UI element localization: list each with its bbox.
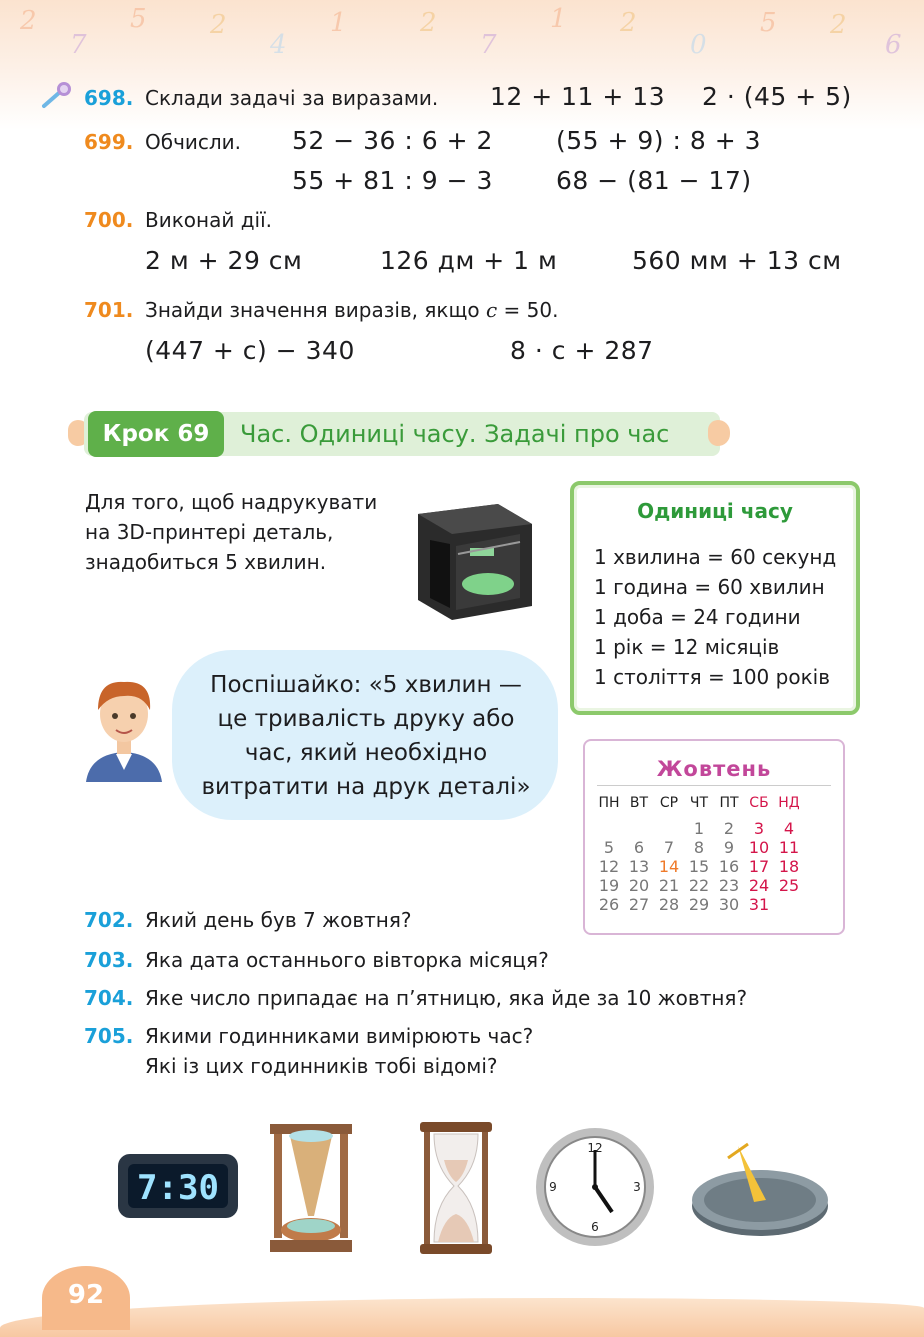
task-701-text: Знайди значення виразів, якщо c = 50. — [145, 298, 559, 322]
task-701-expression-2: 8 · c + 287 — [510, 336, 654, 365]
clock-numeral: 12 — [587, 1141, 603, 1155]
task-703-text: Яка дата останнього вівторка місяця? — [145, 948, 549, 972]
calendar-weekday: ВТ — [629, 795, 649, 811]
calendar-weekday: СР — [659, 795, 679, 811]
calendar-date: 10 — [748, 838, 770, 857]
task-700-expression-2: 126 дм + 1 м — [380, 246, 558, 275]
calendar-date: 19 — [598, 876, 620, 895]
calendar-date: 13 — [628, 857, 650, 876]
calendar-date: 9 — [723, 838, 735, 857]
task-698-expression-2: 2 · (45 + 5) — [702, 82, 852, 111]
task-704-text: Яке число припадає на п’ятницю, яка йде за 10 жовтня? — [145, 986, 748, 1010]
speech-line: витратити на друк деталі» — [201, 774, 531, 800]
calendar-date: 15 — [688, 857, 710, 876]
calendar-date: 26 — [598, 895, 620, 914]
task-699-number: 699. — [84, 130, 134, 154]
time-unit-line: 1 століття = 100 років — [594, 665, 830, 689]
calendar-date: 21 — [658, 876, 680, 895]
calendar-weekday: ПН — [598, 795, 620, 811]
calendar-date: 14 — [658, 857, 680, 876]
calendar-date: 27 — [628, 895, 650, 914]
task-705-number: 705. — [84, 1024, 134, 1048]
task-699-text: Обчисли. — [145, 130, 242, 154]
digital-clock — [116, 1152, 240, 1226]
task-705-text-1: Якими годинниками вимірюють час? — [145, 1024, 534, 1048]
task-699-expression-1: 52 − 36 : 6 + 2 — [292, 126, 493, 155]
water-clock — [266, 1120, 356, 1260]
task-700-number: 700. — [84, 208, 134, 232]
task-698-number: 698. — [84, 86, 134, 110]
calendar-weekday: СБ — [749, 795, 769, 811]
clock-numeral: 3 — [633, 1180, 641, 1194]
calendar-weekday: НД — [778, 795, 800, 811]
speech-text — [186, 668, 546, 804]
task-698-expression-1: 12 + 11 + 13 — [490, 82, 666, 111]
calendar-date: 23 — [718, 876, 740, 895]
calendar-date: 29 — [688, 895, 710, 914]
bottom-decor-band — [0, 1298, 924, 1337]
calendar-weekday: ЧТ — [689, 795, 709, 811]
calendar-date: 4 — [783, 819, 795, 838]
task-700-text: Виконай дії. — [145, 208, 273, 232]
sundial — [688, 1140, 832, 1244]
time-units-box — [570, 481, 860, 715]
task-704-number: 704. — [84, 986, 134, 1010]
task-699-expression-2: (55 + 9) : 8 + 3 — [556, 126, 762, 155]
calendar-date: 5 — [603, 838, 615, 857]
calendar-date: 30 — [718, 895, 740, 914]
intro-line-2: на 3D-принтері деталь, — [85, 520, 334, 544]
task-701-number: 701. — [84, 298, 134, 322]
intro-line-3: знадобиться 5 хвилин. — [85, 550, 327, 574]
task-698-text: Склади задачі за виразами. — [145, 86, 439, 110]
task-699-expression-3: 55 + 81 : 9 − 3 — [292, 166, 493, 195]
page-number: 92 — [42, 1266, 130, 1330]
calendar-date: 6 — [633, 838, 645, 857]
calendar-date: 20 — [628, 876, 650, 895]
task-700-expression-3: 560 мм + 13 см — [632, 246, 842, 275]
calendar — [583, 739, 845, 935]
calendar-date: 11 — [778, 838, 800, 857]
calendar-date: 18 — [778, 857, 800, 876]
time-unit-line: 1 доба = 24 години — [594, 605, 801, 629]
boy-avatar — [82, 670, 166, 786]
calendar-date: 3 — [753, 819, 765, 838]
clock-numeral: 6 — [591, 1220, 599, 1234]
hourglass — [418, 1120, 494, 1260]
calendar-date: 17 — [748, 857, 770, 876]
time-unit-line: 1 рік = 12 місяців — [594, 635, 780, 659]
wall-clock — [534, 1126, 656, 1252]
task-703-number: 703. — [84, 948, 134, 972]
calendar-date: 16 — [718, 857, 740, 876]
microphone-icon — [40, 80, 74, 114]
calendar-date: 2 — [723, 819, 735, 838]
step-title: Час. Одиниці часу. Задачі про час — [240, 420, 670, 448]
speech-line: час, який необхідно — [244, 740, 488, 766]
calendar-date: 8 — [693, 838, 705, 857]
step-label: Крок 69 — [88, 411, 224, 457]
task-702-text: Який день був 7 жовтня? — [145, 908, 412, 932]
right-hand-icon — [708, 420, 730, 446]
time-unit-line: 1 година = 60 хвилин — [594, 575, 825, 599]
time-unit-line: 1 хвилина = 60 секунд — [594, 545, 837, 569]
printer-3d — [408, 484, 540, 628]
speech-line: Поспішайко: «5 хвилин — — [210, 672, 522, 698]
calendar-date: 28 — [658, 895, 680, 914]
calendar-weekday: ПТ — [719, 795, 739, 811]
task-702-number: 702. — [84, 908, 134, 932]
clock-numeral: 9 — [549, 1180, 557, 1194]
task-701-expression-1: (447 + c) − 340 — [145, 336, 355, 365]
intro-line-1: Для того, щоб надрукувати — [85, 490, 378, 514]
calendar-date: 1 — [693, 819, 705, 838]
speech-line: це тривалість друку або — [217, 706, 515, 732]
calendar-month: Жовтень — [656, 757, 772, 781]
digital-clock-display: 7:30 — [137, 1168, 219, 1208]
calendar-date: 22 — [688, 876, 710, 895]
calendar-divider — [597, 785, 831, 786]
calendar-date: 31 — [748, 895, 770, 914]
calendar-date: 25 — [778, 876, 800, 895]
calendar-date: 12 — [598, 857, 620, 876]
task-700-expression-1: 2 м + 29 см — [145, 246, 303, 275]
task-699-expression-4: 68 − (81 − 17) — [556, 166, 752, 195]
task-705-text-2: Які із цих годинників тобі відомі? — [145, 1054, 498, 1078]
time-units-title: Одиниці часу — [637, 499, 793, 523]
calendar-date: 7 — [663, 838, 675, 857]
calendar-date: 24 — [748, 876, 770, 895]
